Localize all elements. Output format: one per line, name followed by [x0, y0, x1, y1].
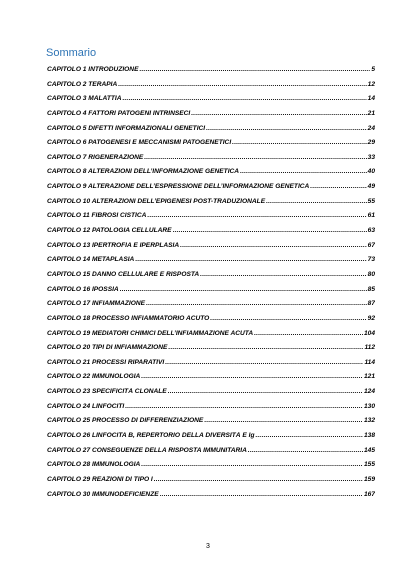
toc-entry[interactable] — [47, 183, 375, 198]
toc-entry-title: CAPITOLO 25 PROCESSO DI DIFFERENZIAZIONE — [47, 417, 204, 425]
toc-entry-title: CAPITOLO 9 ALTERAZIONE DELL’ESPRESSIONE DELL’INFORMAZIONE GENETICA — [47, 183, 310, 191]
toc-entry[interactable] — [47, 198, 375, 213]
toc-entry-title: CAPITOLO 29 REAZIONI DI TIPO I — [47, 475, 153, 483]
toc-entry[interactable] — [47, 359, 375, 374]
toc-entry-page: 112 — [364, 344, 375, 352]
toc-dot-leader — [248, 447, 363, 454]
toc-entry-title: CAPITOLO 7 RIGENERAZIONE — [47, 153, 144, 161]
toc-entry[interactable] — [47, 110, 375, 125]
toc-dot-leader — [266, 198, 367, 205]
toc-dot-leader — [191, 110, 366, 117]
toc-entry[interactable] — [47, 403, 375, 418]
toc-entry-title: CAPITOLO 28 IMMUNOLOGIA — [47, 461, 141, 469]
toc-entry[interactable] — [47, 461, 375, 476]
toc-entry-title: CAPITOLO 4 FATTORI PATOGENI INTRINSECI — [47, 109, 191, 117]
toc-entry[interactable] — [47, 168, 375, 183]
toc-entry[interactable] — [47, 242, 375, 257]
toc-dot-leader — [168, 388, 363, 395]
toc-dot-leader — [135, 256, 366, 263]
toc-entry-page: 21 — [367, 109, 375, 117]
toc-dot-leader — [200, 271, 366, 278]
toc-entry-page: 145 — [363, 446, 375, 454]
toc-entry-page: 132 — [363, 417, 375, 425]
toc-dot-leader — [310, 183, 366, 190]
toc-entry-title: CAPITOLO 13 IPERTROFIA E IPERPLASIA — [47, 241, 180, 249]
toc-dot-leader — [122, 95, 366, 102]
toc-dot-leader — [125, 403, 363, 410]
toc-entry[interactable] — [47, 330, 375, 345]
toc-entry-page: 92 — [367, 314, 375, 322]
toc-entry-title: CAPITOLO 6 PATOGENESI E MECCANISMI PATOGENETICI — [47, 139, 232, 147]
toc-entry-page: 12 — [367, 80, 375, 88]
toc-entry[interactable] — [47, 476, 375, 491]
toc-entry-page: 67 — [367, 241, 375, 249]
toc-entry[interactable] — [47, 81, 375, 96]
toc-entry[interactable] — [47, 388, 375, 403]
toc-entry-page: 61 — [367, 212, 375, 220]
toc-entry-page: 49 — [367, 183, 375, 191]
toc-entry[interactable] — [47, 417, 375, 432]
toc-entry-title: CAPITOLO 26 LINFOCITA B, REPERTORIO DELLA DIVERSITÀ E Ig — [47, 432, 255, 440]
toc-dot-leader — [180, 242, 367, 249]
toc-entry-page: 55 — [367, 197, 375, 205]
toc-entry-title: CAPITOLO 5 DIFETTI INFORMAZIONALI GENETICI — [47, 124, 206, 132]
toc-dot-leader — [160, 491, 363, 498]
toc-entry[interactable] — [47, 491, 375, 506]
toc-dot-leader — [146, 300, 367, 307]
toc-entry[interactable] — [47, 212, 375, 227]
toc-entry-title: CAPITOLO 27 CONSEGUENZE DELLA RISPOSTA IMMUNITARIA — [47, 446, 247, 454]
toc-entry-title: CAPITOLO 19 MEDIATORI CHIMICI DELL’INFIAMMAZIONE ACUTA — [47, 329, 254, 337]
toc-entry-title: CAPITOLO 1 INTRODUZIONE — [47, 66, 139, 73]
toc-dot-leader — [118, 81, 366, 88]
toc-entry-page: 121 — [363, 373, 375, 381]
toc-entry-page: 167 — [363, 490, 375, 498]
toc-entry[interactable] — [47, 432, 375, 447]
toc-dot-leader — [168, 344, 363, 351]
toc-entry[interactable] — [47, 227, 375, 242]
toc-entry-title: CAPITOLO 3 MALATTIA — [47, 95, 122, 103]
toc-dot-leader — [240, 168, 367, 175]
toc-entry-page: 5 — [371, 66, 375, 73]
toc-dot-leader — [154, 476, 363, 483]
toc-entry-page: 114 — [364, 358, 375, 366]
toc-entry-title: CAPITOLO 17 INFIAMMAZIONE — [47, 300, 146, 308]
toc-entry[interactable] — [47, 447, 375, 462]
toc-dot-leader — [147, 212, 366, 219]
toc-entry-page: 40 — [367, 168, 375, 176]
toc-dot-leader — [144, 154, 366, 161]
toc-dot-leader — [206, 125, 367, 132]
toc-entry[interactable] — [47, 154, 375, 169]
toc-entry[interactable] — [47, 256, 375, 271]
toc-entry-page: 73 — [367, 256, 375, 264]
toc-entry[interactable] — [47, 373, 375, 388]
page-number: 3 — [206, 543, 210, 550]
toc-entry-title: CAPITOLO 12 PATOLOGIA CELLULARE — [47, 227, 172, 235]
toc-entry-page: 104 — [363, 329, 375, 337]
toc-entry-title: CAPITOLO 21 PROCESSI RIPARATIVI — [47, 358, 165, 366]
toc-entry[interactable] — [47, 344, 375, 359]
toc-dot-leader — [254, 330, 363, 337]
toc-dot-leader — [165, 359, 363, 366]
toc-entry-page: 124 — [363, 388, 375, 396]
toc-entry-page: 80 — [367, 270, 375, 278]
toc-dot-leader — [232, 139, 367, 146]
toc-entry[interactable] — [47, 139, 375, 154]
toc-entry[interactable] — [47, 66, 375, 81]
toc-dot-leader — [141, 373, 363, 380]
toc-dot-leader — [139, 66, 370, 73]
toc-entry-title: CAPITOLO 15 DANNO CELLULARE E RISPOSTA — [47, 270, 200, 278]
toc-entry-title: CAPITOLO 14 METAPLASIA — [47, 256, 135, 264]
toc-entry-page: 85 — [367, 285, 375, 293]
toc-dot-leader — [120, 286, 367, 293]
toc-entry[interactable] — [47, 271, 375, 286]
toc-entry-title: CAPITOLO 11 FIBROSI CISTICA — [47, 212, 147, 220]
toc-entry-title: CAPITOLO 16 IPOSSIA — [47, 285, 119, 293]
toc-entry[interactable] — [47, 125, 375, 140]
toc-entry-title: CAPITOLO 2 TERAPIA — [47, 80, 118, 88]
toc-entry-title: CAPITOLO 24 LINFOCITI — [47, 402, 125, 410]
toc-entry[interactable] — [47, 315, 375, 330]
toc-entry-title: CAPITOLO 23 SPECIFICITÀ CLONALE — [47, 388, 167, 396]
toc-entry-page: 87 — [367, 300, 375, 308]
toc-dot-leader — [141, 461, 363, 468]
toc-entry-title: CAPITOLO 20 TIPI DI INFIAMMAZIONE — [47, 344, 168, 352]
toc-entry-title: CAPITOLO 18 PROCESSO INFIAMMATORIO ACUTO — [47, 314, 210, 322]
toc-entry[interactable] — [47, 300, 375, 315]
toc-dot-leader — [204, 417, 363, 424]
toc-entry[interactable] — [47, 95, 375, 110]
toc-entry-page: 130 — [363, 402, 375, 410]
toc-dot-leader — [255, 432, 363, 439]
toc-entry-page: 155 — [363, 461, 375, 469]
toc-entry-title: CAPITOLO 10 ALTERAZIONI DELL’EPIGENESI POST-TRADUZIONALE — [47, 197, 266, 205]
table-of-contents — [47, 66, 375, 505]
toc-entry[interactable] — [47, 286, 375, 301]
toc-entry-title: CAPITOLO 22 IMMUNOLOGIA — [47, 373, 141, 381]
toc-entry-page: 138 — [363, 432, 375, 440]
toc-entry-page: 29 — [367, 139, 375, 147]
toc-entry-title: CAPITOLO 8 ALTERAZIONI DELL’INFORMAZIONE GENETICA — [47, 168, 240, 176]
toc-entry-page: 63 — [367, 227, 375, 235]
toc-dot-leader — [173, 227, 367, 234]
toc-entry-title: CAPITOLO 30 IMMUNODEFICIENZE — [47, 490, 159, 498]
toc-entry-page: 24 — [367, 124, 375, 132]
toc-entry-page: 33 — [367, 153, 375, 161]
toc-heading: Sommario — [46, 47, 97, 59]
toc-dot-leader — [210, 315, 366, 322]
toc-entry-page: 159 — [363, 475, 375, 483]
toc-entry-page: 14 — [367, 95, 375, 103]
